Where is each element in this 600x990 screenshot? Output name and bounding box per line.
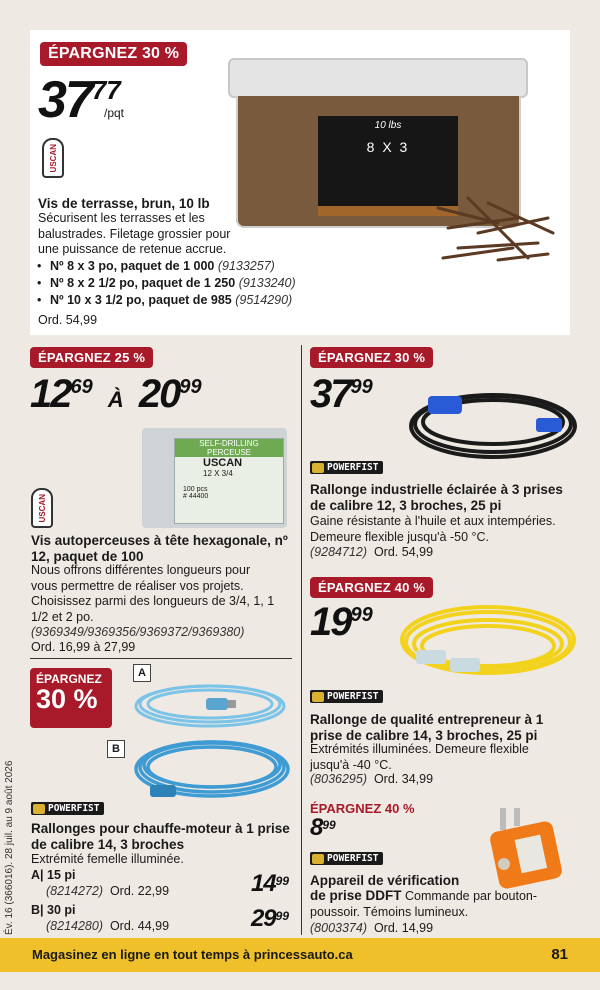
label-b: B xyxy=(107,740,125,758)
top-desc: Sécurisent les terrasses et les balustrades. Filetage grossier pour une puissance de retenue accrue. xyxy=(38,211,231,257)
column-divider xyxy=(301,345,302,935)
blue-cord-a-image xyxy=(130,680,290,732)
screw-box-image: 10 lbs 8 X 3 xyxy=(228,58,548,243)
powerfist-logo: POWERFIST xyxy=(31,802,104,815)
footer-bar xyxy=(0,938,600,972)
left2-desc: Extrémité femelle illuminée. xyxy=(31,852,184,866)
page-number: 81 xyxy=(551,946,568,963)
uscan-logo: USCAN xyxy=(31,488,53,528)
top-price: $37^{77}$ xyxy=(38,71,121,129)
right2-desc: Extrémités illuminées. Demeure flexible jusqu'à -40 °C. xyxy=(310,742,529,772)
powerfist-logo: POWERFIST xyxy=(310,852,383,865)
right1-code-orig: (9284712) Ord. 54,99 xyxy=(310,545,434,559)
left1-codes: (9369349/9369356/9369372/9369380) xyxy=(31,625,245,639)
right1-price: $37^{99}$ xyxy=(310,372,373,416)
left2-item-a: A| 15 pi (8214272) Ord. 22,99 $14^{99}$ xyxy=(31,868,289,898)
powerfist-logo: POWERFIST xyxy=(310,461,383,474)
left1-price: $12^{69}$ À $20^{99}$ xyxy=(30,372,202,416)
powerfist-logo: POWERFIST xyxy=(310,690,383,703)
left2-item-b: B| 30 pi (8214280) Ord. 44,99 $29^{99}$ xyxy=(31,903,289,933)
right1-desc: Gaine résistante à l'huile et aux intempéries. Demeure flexible jusqu'à -50 °C. xyxy=(310,514,556,544)
bullet-item: • Nº 10 x 3 1/2 po, paquet de 985 (9514290) xyxy=(36,292,436,309)
footer-text[interactable]: Magasinez en ligne en tout temps à princessauto.ca xyxy=(32,947,353,962)
uscan-logo: USCAN xyxy=(42,138,64,178)
screw-pack-image: SELF-DRILLING PERCEUSE USCAN 12 X 3/4 100 pcs # 44400 xyxy=(142,428,287,528)
top-price-unit: /pqt xyxy=(104,106,125,120)
left2-title: Rallonges pour chauffe-moteur à 1 prise de calibre 14, 3 broches xyxy=(31,821,290,852)
top-panel xyxy=(30,30,570,335)
left1-orig-price: Ord. 16,99 à 27,99 xyxy=(31,640,136,654)
left-section-divider xyxy=(30,658,292,659)
top-badge: ÉPARGNEZ 30 % xyxy=(40,42,187,66)
left1-title: Vis autoperceuses à tête hexagonale, nº 12, paquet de 100 xyxy=(31,533,288,564)
left2-badge: ÉPARGNEZ 30 % xyxy=(30,668,112,728)
black-cord-image xyxy=(398,372,578,462)
right1-badge: ÉPARGNEZ 30 % xyxy=(310,347,433,368)
top-bullets xyxy=(36,258,436,309)
bullet-item: • Nº 8 x 3 po, paquet de 1 000 (9133257) xyxy=(36,258,436,275)
right2-title: Rallonge de qualité entrepreneur à 1 prise de calibre 14, 3 broches, 25 pi xyxy=(310,712,544,743)
right3-body: de prise DDFT Commande par bouton-poussoir. Témoins lumineux. (8003374) Ord. 14,99 xyxy=(310,888,538,935)
edition-side-text: Év. 16 (366016). 28 juil. au 9 août 2026 xyxy=(4,760,15,935)
top-orig-price: Ord. 54,99 xyxy=(38,313,98,327)
left1-badge: ÉPARGNEZ 25 % xyxy=(30,347,153,368)
right2-price: $19^{99}$ xyxy=(310,600,373,644)
blue-cord-b-image xyxy=(130,735,290,805)
top-title: Vis de terrasse, brun, 10 lb xyxy=(38,196,210,211)
right2-code-orig: (8036295) Ord. 34,99 xyxy=(310,772,434,786)
right3-price: $8^{99}$ xyxy=(310,814,336,841)
yellow-cord-image xyxy=(388,600,578,690)
label-a: A xyxy=(133,664,151,682)
right2-badge: ÉPARGNEZ 40 % xyxy=(310,577,433,598)
right3-title-a: Appareil de vérification xyxy=(310,873,460,888)
left1-desc: Nous offrons différentes longueurs pour vous permettre de réaliser vos projets. Choisissez parmi des longueurs de 3/4, 1, 1 1/2 et 2 po. xyxy=(31,563,275,624)
right3-badge: ÉPARGNEZ 40 % xyxy=(310,801,415,816)
gfci-tester-image xyxy=(480,800,570,890)
bullet-item: • Nº 8 x 2 1/2 po, paquet de 1 250 (9133240) xyxy=(36,275,436,292)
right1-title: Rallonge industrielle éclairée à 3 prises de calibre 12, 3 broches, 25 pi xyxy=(310,482,563,513)
